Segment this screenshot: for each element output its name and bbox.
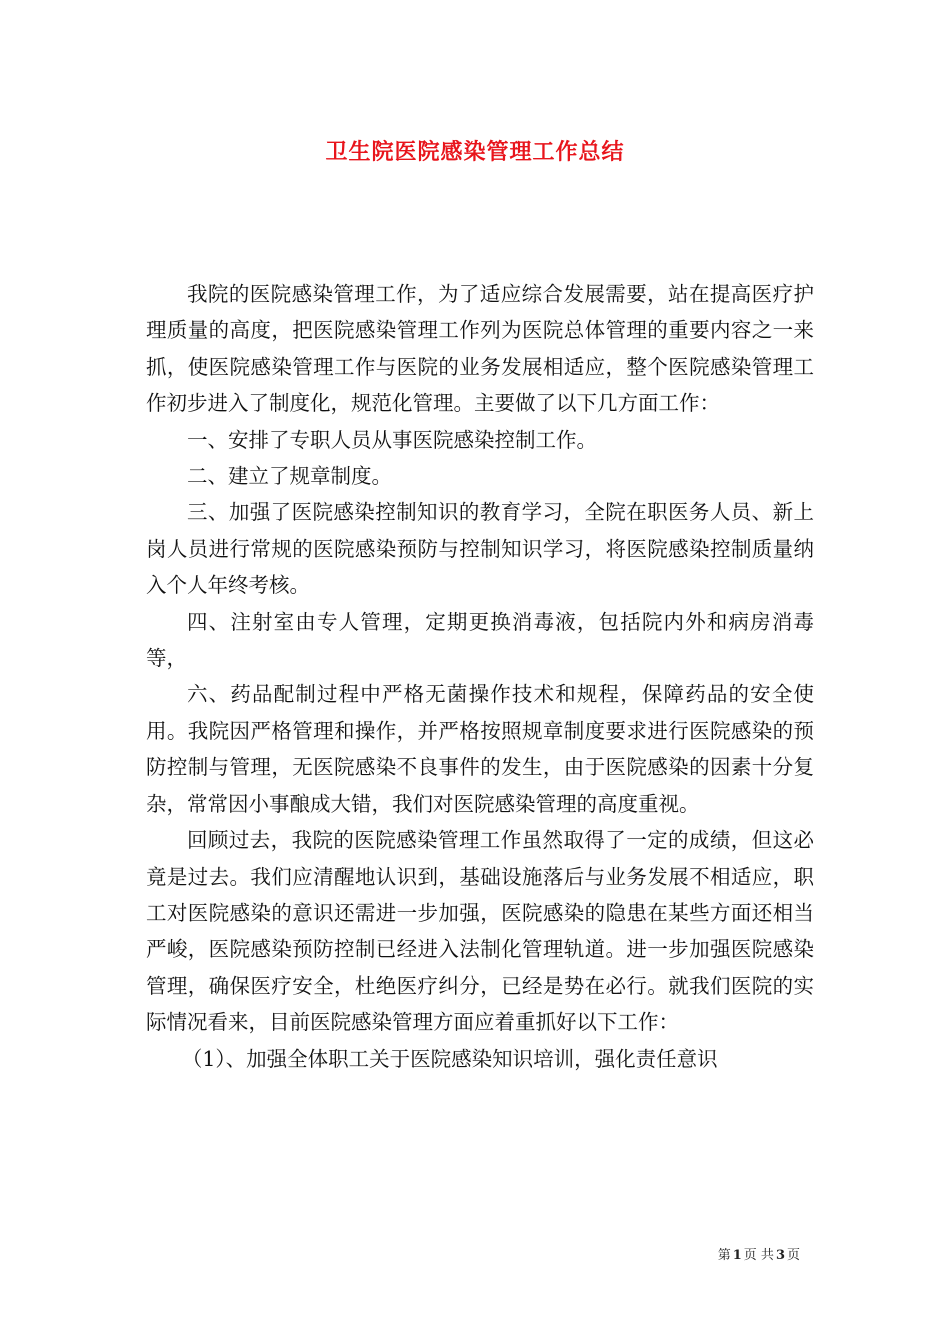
footer-suffix: 页 [786, 1248, 800, 1263]
paragraph-intro: 我院的医院感染管理工作，为了适应综合发展需要，站在提高医疗护理质量的高度，把医院感染管理工作列为医院总体管理的重要内容之一来抓，使医院感染管理工作与医院的业务发展相适应，整个医院感染管理工作初步进入了制度化，规范化管理。主要做了以下几方面工作： [146, 282, 814, 416]
paragraph-review: 回顾过去，我院的医院感染管理工作虽然取得了一定的成绩，但这必竟是过去。我们应清醒地认识到，基础设施落后与业务发展不相适应，职工对医院感染的意识还需进一步加强，医院感染的隐患在某些方面还相当严峻，医院感染预防控制已经进入法制化管理轨道。进一步加强医院感染管理，确保医疗安全，杜绝医疗纠分，已经是势在必行。就我们医院的实际情况看来，目前医院感染管理方面应着重抓好以下工作： [146, 828, 814, 1035]
paragraph-item-1: 一、安排了专职人员从事医院感染控制工作。 [187, 427, 597, 452]
page-footer [718, 1247, 800, 1265]
document-body [146, 276, 814, 1077]
paragraph-task-1: （1）、加强全体职工关于医院感染知识培训，强化责任意识 [181, 1046, 718, 1071]
paragraph-item-3: 三、加强了医院感染控制知识的教育学习，全院在职医务人员、新上岗人员进行常规的医院感染预防与控制知识学习，将医院感染控制质量纳入个人年终考核。 [146, 500, 814, 598]
footer-total-pages: 3 [775, 1248, 785, 1263]
page-title: 卫生院医院感染管理工作总结 [325, 139, 625, 165]
paragraph-item-2: 二、建立了规章制度。 [187, 464, 392, 489]
footer-prefix: 第 [717, 1248, 731, 1263]
footer-middle: 页 共 [743, 1248, 774, 1263]
footer-current-page: 1 [732, 1248, 742, 1263]
paragraph-item-6: 六、药品配制过程中严格无菌操作技术和规程，保障药品的安全使用。我院因严格管理和操作，并严格按照规章制度要求进行医院感染的预防控制与管理，无医院感染不良事件的发生，由于医院感染的因素十分复杂，常常因小事酿成大错，我们对医院感染管理的高度重视。 [146, 682, 814, 816]
paragraph-item-4: 四、注射室由专人管理，定期更换消毒液，包括院内外和病房消毒等， [146, 609, 814, 671]
